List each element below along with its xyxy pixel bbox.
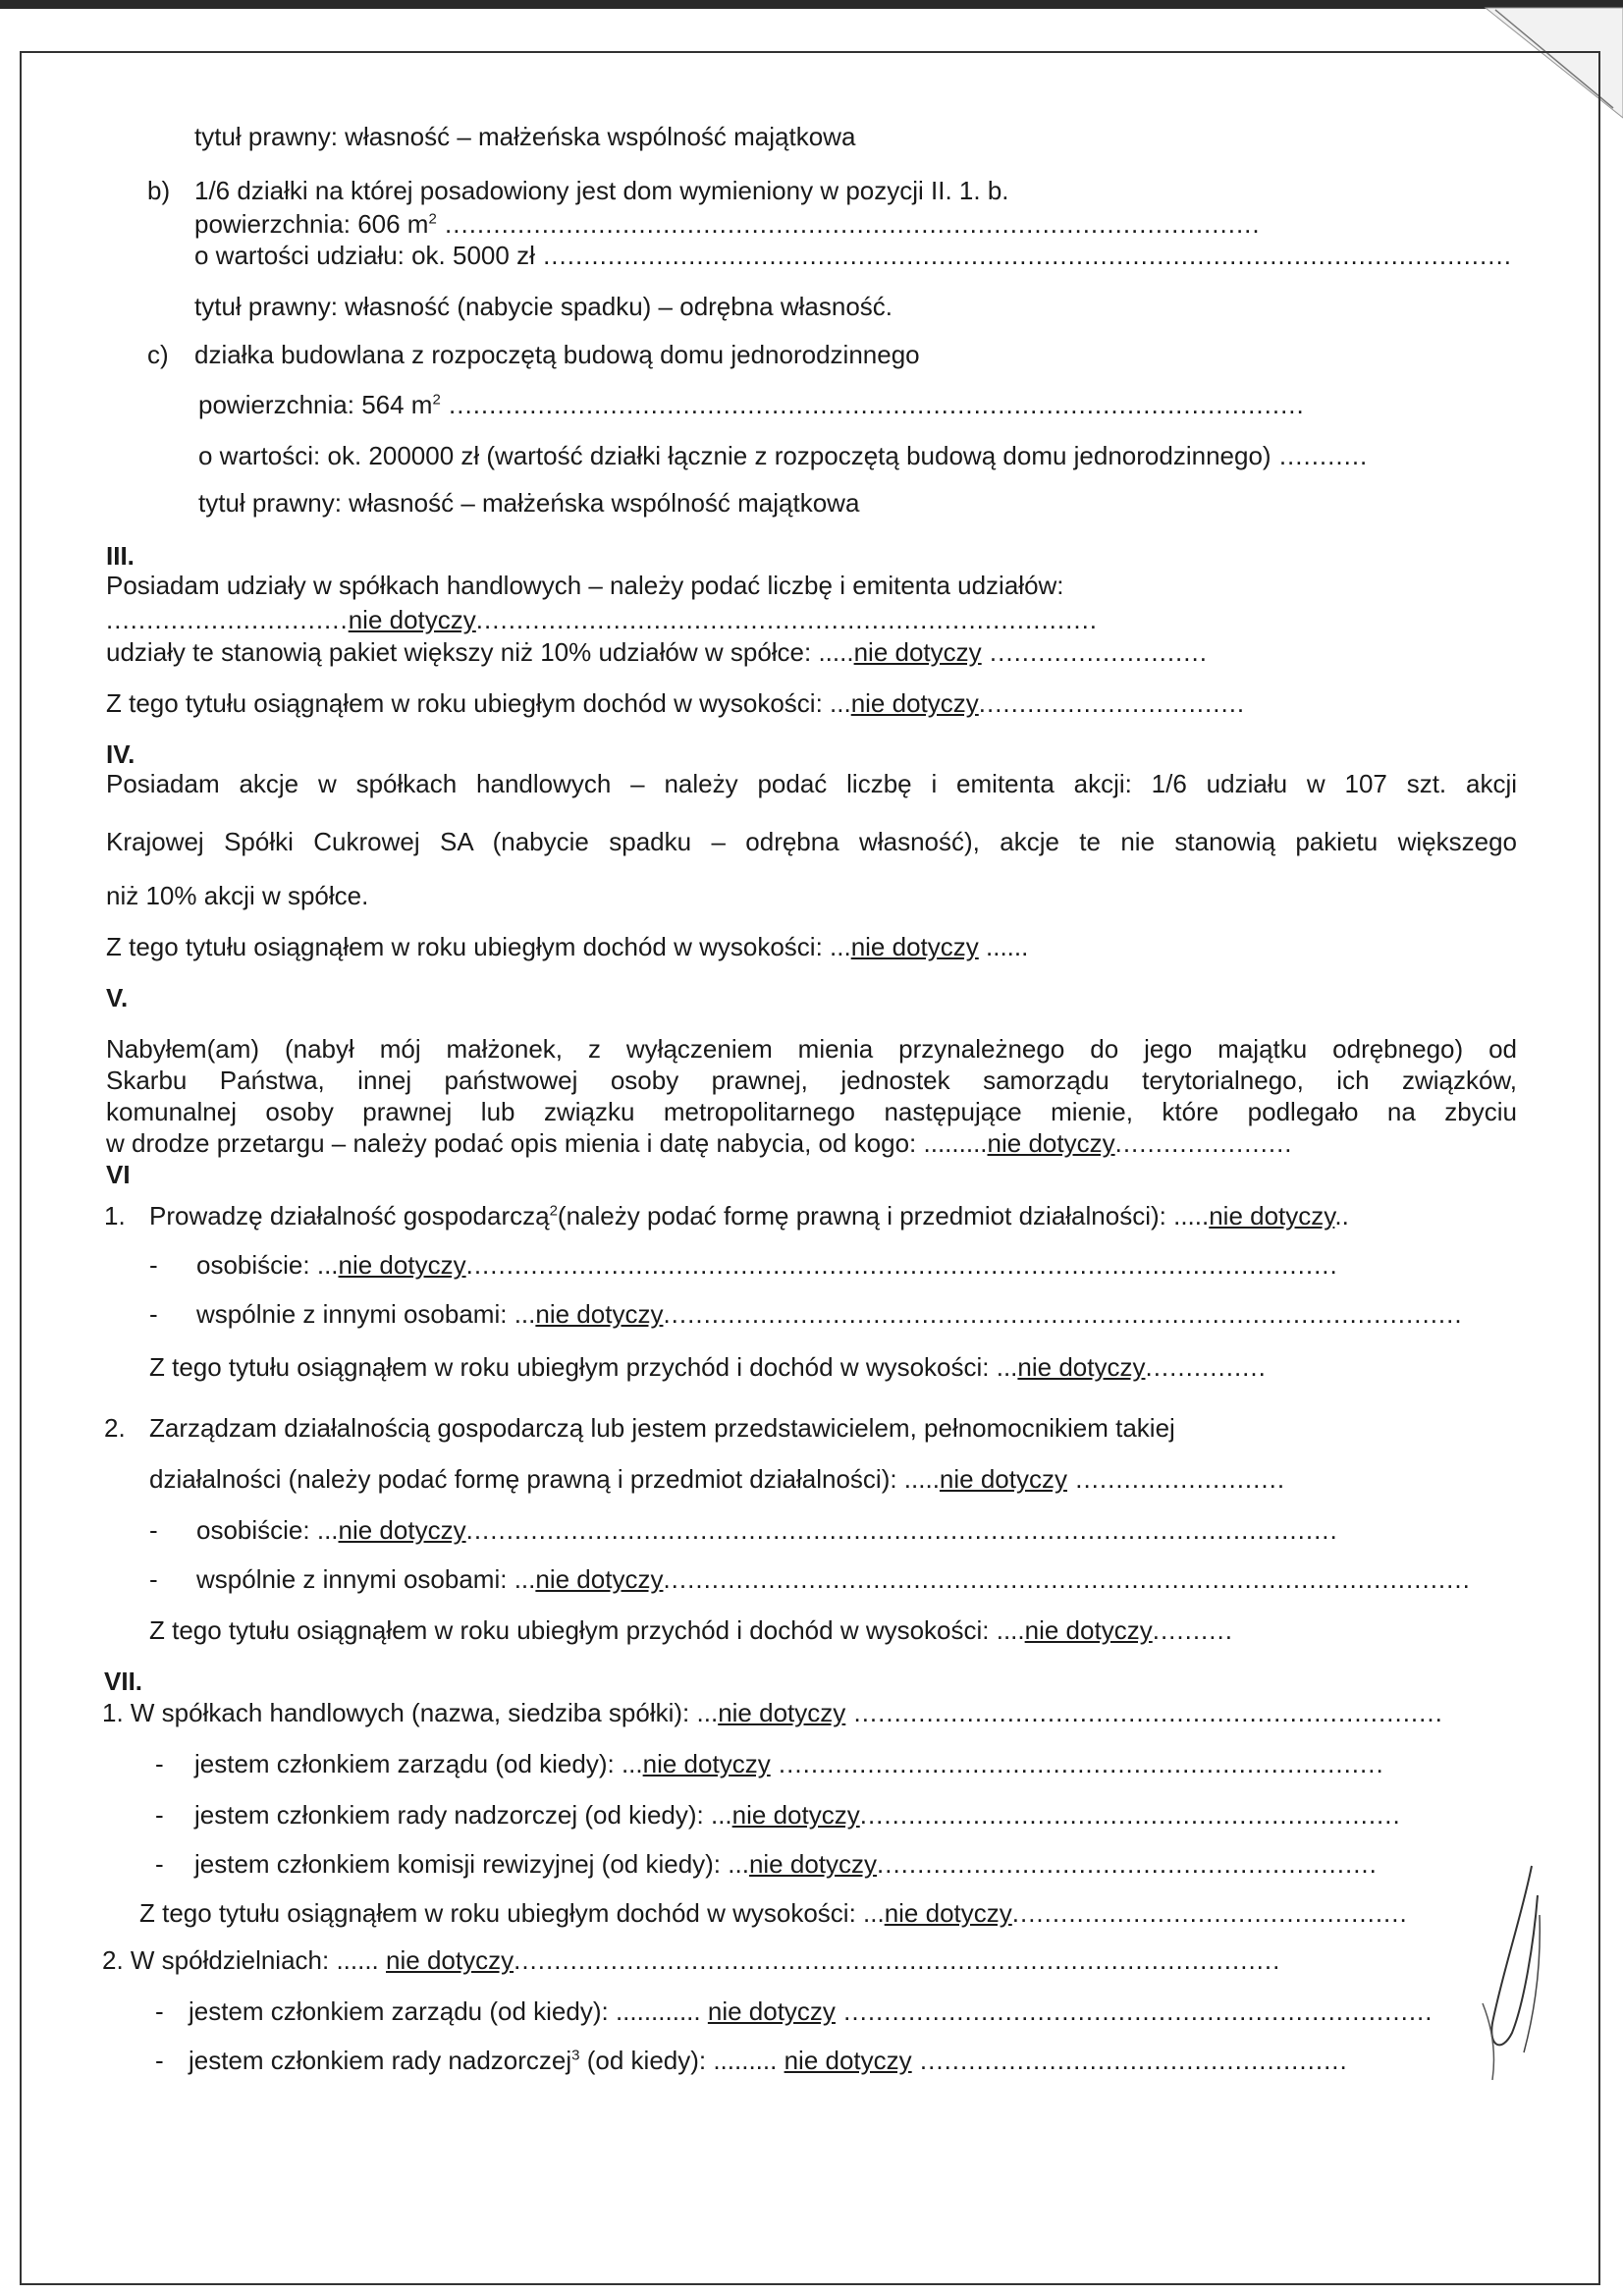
item-letter: c) bbox=[147, 340, 169, 369]
text-line: udziały te stanowią pakiet większy niż 10% udziałów w spółce: .....nie dotyczy ........................... bbox=[106, 637, 1208, 667]
text-line: wspólnie z innymi osobami: ...nie dotyczy................................................................................................... bbox=[196, 1299, 1463, 1329]
text-line: komunalnej osoby prawnej lub związku metropolitarnego następujące mienie, które podlegało na zbyciu bbox=[106, 1097, 1517, 1126]
item-letter: b) bbox=[147, 176, 171, 205]
text-line: Posiadam akcje w spółkach handlowych – należy podać liczbę i emitenta akcji: 1/6 udziału w 107 szt. akcji bbox=[106, 769, 1517, 798]
text-line: Nabyłem(am) (nabył mój małżonek, z wyłączeniem mienia przynależnego do jego majątku odrębnego) od bbox=[106, 1034, 1517, 1064]
text-line: Krajowej Spółki Cukrowej SA (nabycie spadku – odrębna własność), akcje te nie stanowią pakietu większego bbox=[106, 827, 1517, 856]
text-line: niż 10% akcji w spółce. bbox=[106, 881, 369, 910]
text-line: 2. W spółdzielniach: ...... nie dotyczy............................................................................................... bbox=[102, 1945, 1281, 1975]
scan-edge bbox=[0, 0, 1623, 9]
text-line: Posiadam udziały w spółkach handlowych – należy podać liczbę i emitenta udziałów: bbox=[106, 571, 1064, 600]
text-line: Z tego tytułu osiągnąłem w roku ubiegłym dochód w wysokości: ...nie dotyczy ...... bbox=[106, 932, 1029, 961]
text-line: osobiście: ...nie dotyczy............................................................................................................ bbox=[196, 1515, 1338, 1545]
text-line: Z tego tytułu osiągnąłem w roku ubiegłym przychód i dochód w wysokości: ...nie dotyczy............... bbox=[149, 1352, 1267, 1382]
initials-signature bbox=[1463, 1856, 1561, 2111]
text-line: tytuł prawny: własność (nabycie spadku) – odrębna własność. bbox=[194, 292, 893, 321]
section-heading: III. bbox=[106, 541, 135, 571]
dash: - bbox=[155, 1749, 164, 1778]
section-heading: V. bbox=[106, 983, 129, 1012]
text-line: Z tego tytułu osiągnąłem w roku ubiegłym dochód w wysokości: ...nie dotyczy................................................. bbox=[139, 1898, 1408, 1928]
text-line: działalności (należy podać formę prawną i przedmiot działalności): .....nie dotyczy .......................... bbox=[149, 1464, 1286, 1494]
dash: - bbox=[155, 1849, 164, 1879]
text-line: Z tego tytułu osiągnąłem w roku ubiegłym przychód i dochód w wysokości: ....nie dotyczy.......... bbox=[149, 1615, 1233, 1645]
text-line: działka budowlana z rozpoczętą budową domu jednorodzinnego bbox=[194, 340, 920, 369]
text-line: 1/6 działki na której posadowiony jest dom wymieniony w pozycji II. 1. b. bbox=[194, 176, 1009, 205]
text-line: tytuł prawny: własność – małżeńska wspólność majątkowa bbox=[194, 122, 856, 151]
dash: - bbox=[149, 1299, 158, 1329]
section-heading: VI bbox=[106, 1160, 131, 1189]
text-line: o wartości udziału: ok. 5000 zł ........................................................................................................................ bbox=[194, 241, 1512, 270]
text-line: jestem członkiem zarządu (od kiedy): ...nie dotyczy ........................................................................... bbox=[194, 1749, 1384, 1778]
text-line: ..............................nie dotyczy............................................................................. bbox=[106, 605, 1099, 634]
dash: - bbox=[155, 1800, 164, 1830]
text-line: osobiście: ...nie dotyczy............................................................................................................ bbox=[196, 1250, 1338, 1280]
text-line: Zarządzam działalnością gospodarczą lub jestem przedstawicielem, pełnomocnikiem takiej bbox=[149, 1413, 1175, 1443]
text-line: jestem członkiem rady nadzorczej (od kiedy): ...nie dotyczy................................................................... bbox=[194, 1800, 1401, 1830]
text-line: wspólnie z innymi osobami: ...nie dotyczy.................................................................................................... bbox=[196, 1564, 1471, 1594]
dash: - bbox=[149, 1250, 158, 1280]
item-number: 2. bbox=[104, 1413, 126, 1443]
dash: - bbox=[155, 1996, 164, 2026]
text-line: powierzchnia: 606 $m^2$ ..................................................................................................... bbox=[194, 209, 1261, 239]
dash: - bbox=[155, 2046, 164, 2075]
text-line: Z tego tytułu osiągnąłem w roku ubiegłym dochód w wysokości: ...nie dotyczy................................. bbox=[106, 688, 1246, 718]
section-heading: VII. bbox=[104, 1667, 143, 1696]
text-line: w drodze przetargu – należy podać opis mienia i datę nabycia, od kogo: .........nie dotyczy...................... bbox=[106, 1128, 1293, 1158]
section-heading: IV. bbox=[106, 739, 135, 769]
text-line: jestem członkiem komisji rewizyjnej (od kiedy): ...nie dotyczy.............................................................. bbox=[194, 1849, 1378, 1879]
text-line: Skarbu Państwa, innej państwowej osoby prawnej, jednostek samorządu terytorialnego, ich związków, bbox=[106, 1066, 1517, 1095]
text-line: jestem członkiem zarządu (od kiedy): ............ nie dotyczy ......................................................................... bbox=[189, 1996, 1434, 2026]
text-line: o wartości: ok. 200000 zł (wartość działki łącznie z rozpoczętą budową domu jednorodzinnego) ........... bbox=[198, 441, 1369, 470]
text-line: tytuł prawny: własność – małżeńska wspólność majątkowa bbox=[198, 488, 860, 518]
text-line: Prowadzę działalność gospodarczą$^2$(należy podać formę prawną i przedmiot działalności): .....nie dotyczy.. bbox=[149, 1201, 1349, 1230]
text-line: powierzchnia: 564 $m^2$ .......................................................................................................... bbox=[198, 390, 1305, 419]
dash: - bbox=[149, 1564, 158, 1594]
text-line: jestem członkiem rady nadzorczej$^3$ (od kiedy): ......... nie dotyczy ..................................................... bbox=[189, 2046, 1348, 2075]
text-line: 1. W spółkach handlowych (nazwa, siedziba spółki): ...nie dotyczy ......................................................................... bbox=[102, 1698, 1443, 1727]
item-number: 1. bbox=[104, 1201, 126, 1230]
dash: - bbox=[149, 1515, 158, 1545]
